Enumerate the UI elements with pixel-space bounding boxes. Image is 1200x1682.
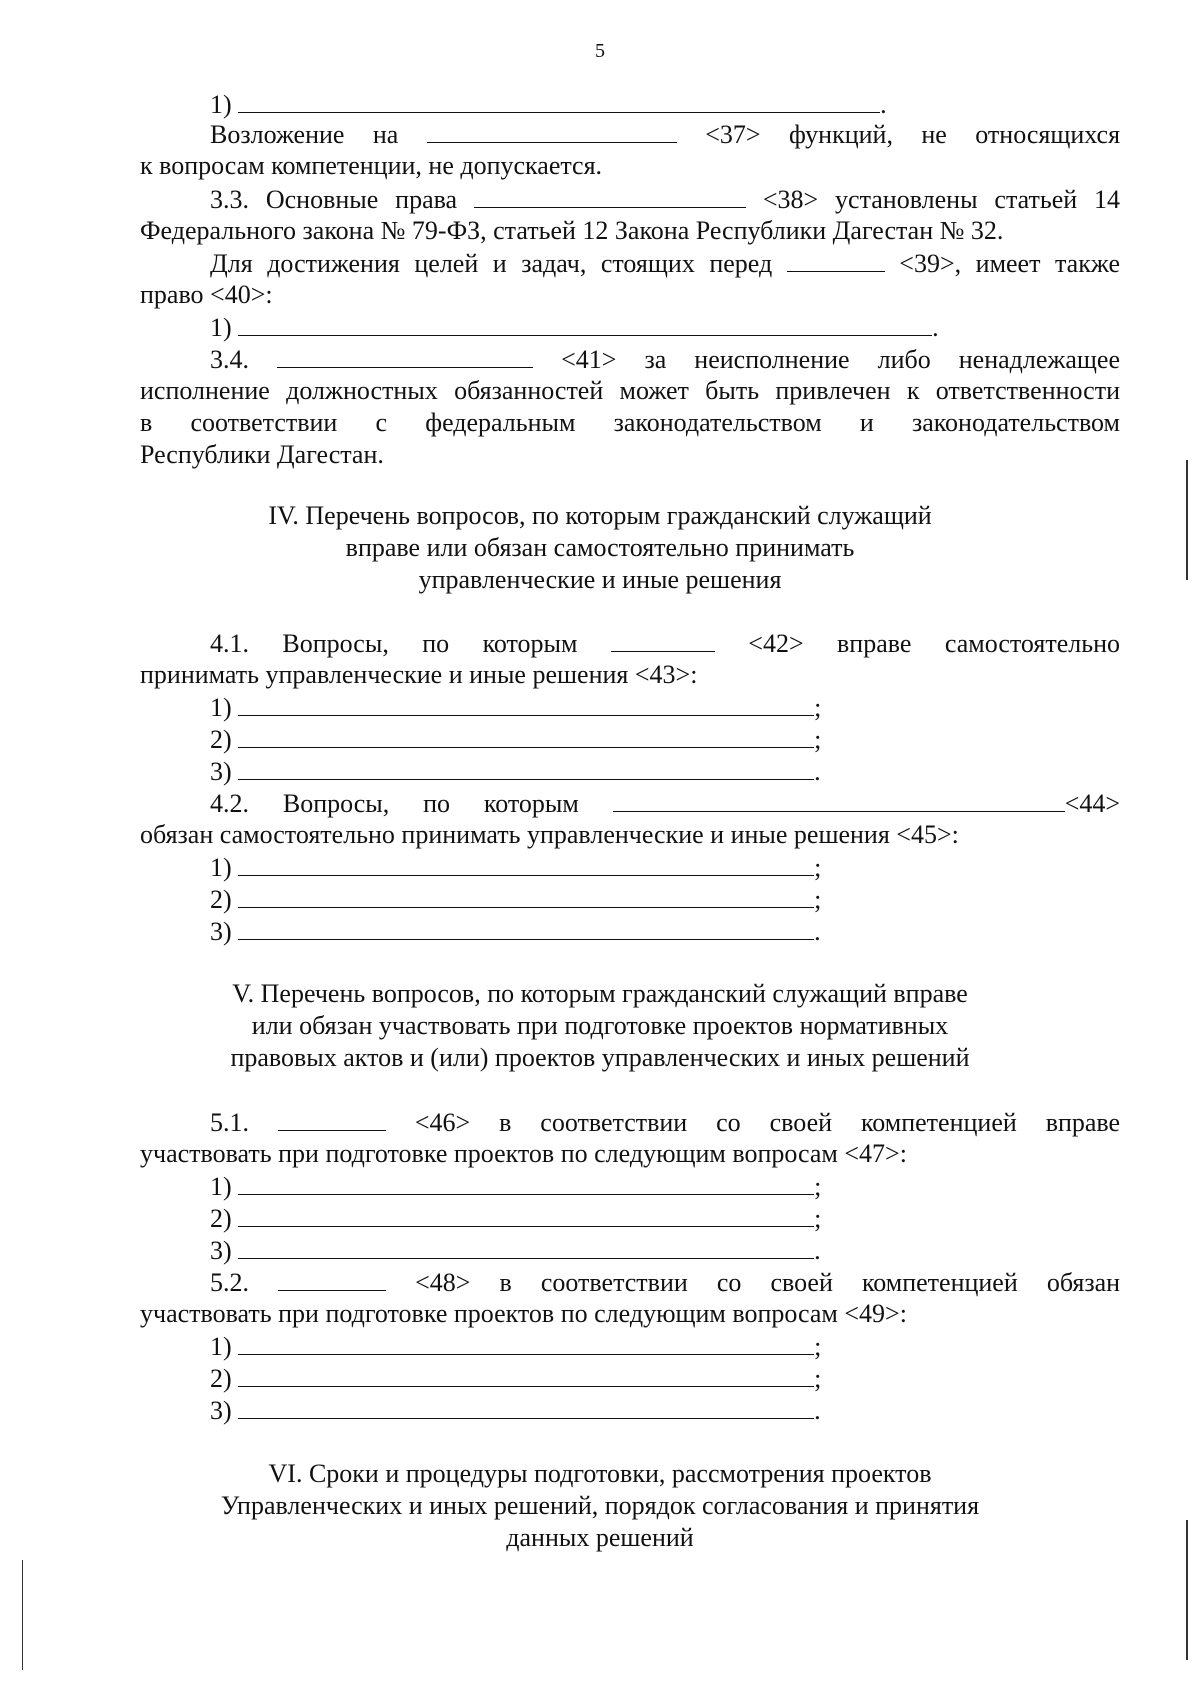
section-heading: или обязан участвовать при подготовке проектов нормативных — [251, 1011, 949, 1040]
punctuation: ; — [814, 1332, 822, 1361]
punctuation: . — [814, 757, 821, 786]
punctuation: ; — [814, 885, 822, 914]
list-number: 1) — [210, 1332, 232, 1361]
section-heading: управленческие и иные решения — [418, 565, 782, 594]
list-item — [210, 88, 887, 121]
punctuation: . — [880, 90, 887, 119]
word: и — [859, 408, 874, 437]
list-item — [210, 691, 821, 724]
section-heading: вправе или обязан самостоятельно принимать — [345, 533, 855, 562]
punctuation: . — [814, 917, 821, 946]
blank-line — [238, 311, 932, 336]
word: которым — [483, 789, 579, 818]
list-number: 2) — [210, 885, 232, 914]
list-number: 2) — [210, 1204, 232, 1233]
text: 3.3. Основные права — [210, 185, 458, 214]
section-heading: VI. Сроки и процедуры подготовки, рассмотрения проектов — [268, 1459, 932, 1488]
word: вправе — [1045, 1108, 1121, 1137]
punctuation: ; — [814, 1364, 822, 1393]
word: самостоятельно — [944, 629, 1121, 658]
word: федеральным — [425, 408, 576, 437]
word: в — [499, 1268, 512, 1297]
paragraph-line — [210, 343, 1120, 376]
blank-line — [238, 1394, 814, 1419]
word: по — [422, 629, 450, 658]
blank-line — [238, 851, 814, 876]
blank-line — [238, 1170, 814, 1195]
word: Возложение — [210, 120, 345, 149]
footnote-ref: <46> — [414, 1108, 471, 1137]
word: на — [372, 120, 399, 149]
paragraph-line — [210, 787, 1120, 820]
list-number: 2) — [210, 1364, 232, 1393]
list-number: 1) — [210, 1172, 232, 1201]
word: функций, — [788, 120, 893, 149]
punctuation: . — [814, 1236, 821, 1265]
list-item — [210, 851, 821, 884]
word: со — [716, 1268, 742, 1297]
text: Для достижения целей и задач, стоящих перед — [210, 249, 773, 278]
word: компетенцией — [860, 1108, 1017, 1137]
paragraph-line — [210, 1106, 1120, 1139]
blank-line — [277, 343, 533, 368]
list-number: 1) — [210, 693, 232, 722]
list-item — [210, 755, 821, 788]
text: <38> установлены статьей 14 — [762, 185, 1121, 214]
word: вправе — [837, 629, 912, 658]
punctuation: . — [814, 1396, 821, 1425]
word: которым — [482, 629, 578, 658]
section-number: 5.2. — [210, 1268, 249, 1297]
word: по — [423, 789, 451, 818]
footnote-ref: <48> — [415, 1268, 471, 1297]
list-number: 1) — [210, 313, 232, 342]
section-number: 4.1. — [210, 629, 249, 658]
word: в — [140, 408, 153, 437]
word: соответствии — [540, 1268, 688, 1297]
word: компетенцией — [861, 1268, 1018, 1297]
word: с — [375, 408, 388, 437]
list-item — [210, 1394, 821, 1427]
list-number: 3) — [210, 1396, 232, 1425]
list-number: 2) — [210, 725, 232, 754]
paragraph-line: Республики Дагестан. — [140, 440, 384, 469]
paragraph-line — [210, 183, 1120, 216]
list-item — [210, 1330, 821, 1363]
paragraph-line — [210, 1266, 1120, 1299]
list-number: 3) — [210, 757, 232, 786]
list-item — [210, 1234, 821, 1267]
section-heading: V. Перечень вопросов, по которым гражданский служащий вправе — [232, 979, 968, 1008]
word: не — [921, 120, 947, 149]
word: соответствии — [540, 1108, 688, 1137]
footnote-ref: <42> — [748, 629, 804, 658]
section-heading: Управленческих и иных решений, порядок согласования и принятия — [220, 1491, 980, 1520]
paragraph-line: к вопросам компетенции, не допускается. — [140, 151, 603, 180]
section-number: 5.1. — [210, 1108, 249, 1137]
scan-artifact — [1186, 1520, 1188, 1660]
section-heading: IV. Перечень вопросов, по которым гражданский служащий — [268, 501, 932, 530]
blank-line — [238, 691, 814, 716]
paragraph-line: принимать управленческие и иные решения <43>: — [140, 660, 698, 689]
text: <39>, имеет также — [899, 249, 1121, 278]
paragraph-line: право <40>: — [140, 280, 273, 309]
text: <41> за неисполнение либо ненадлежащее — [561, 345, 1121, 374]
blank-line — [278, 1266, 386, 1291]
list-item — [210, 883, 821, 916]
word: Вопросы, — [282, 789, 390, 818]
word: обязан — [1046, 1268, 1121, 1297]
blank-line — [238, 755, 814, 780]
blank-line — [611, 627, 715, 652]
blank-line — [238, 1362, 814, 1387]
blank-line — [238, 1202, 814, 1227]
list-item — [210, 1362, 821, 1395]
section-number: 3.4. — [210, 345, 249, 374]
list-number: 1) — [210, 90, 232, 119]
punctuation: ; — [814, 853, 822, 882]
footnote-ref: <44> — [1064, 789, 1121, 818]
punctuation: ; — [814, 725, 822, 754]
blank-line — [474, 183, 746, 208]
blank-line — [787, 247, 885, 272]
blank-line — [238, 88, 880, 113]
word: законодательством — [613, 408, 822, 437]
blank-line — [238, 723, 814, 748]
list-item — [210, 1202, 821, 1235]
word: своей — [769, 1108, 833, 1137]
paragraph-line: Федерального закона № 79-ФЗ, статьей 12 Закона Республики Дагестан № 32. — [140, 216, 1004, 245]
blank-line — [238, 915, 814, 940]
list-number: 3) — [210, 917, 232, 946]
word: в — [499, 1108, 512, 1137]
paragraph-line: участвовать при подготовке проектов по следующим вопросам <49>: — [140, 1299, 907, 1328]
paragraph-line — [140, 407, 1120, 439]
word: Вопросы, — [282, 629, 389, 658]
blank-line — [427, 118, 677, 143]
paragraph-line — [210, 118, 1120, 151]
list-item — [210, 915, 821, 948]
punctuation: ; — [814, 693, 822, 722]
list-item — [210, 311, 939, 344]
word: соответствии — [190, 408, 338, 437]
list-item — [210, 723, 821, 756]
blank-line — [238, 883, 814, 908]
footnote-ref: <37> — [705, 120, 761, 149]
list-number: 1) — [210, 853, 232, 882]
punctuation: . — [932, 313, 939, 342]
word: относящихся — [975, 120, 1121, 149]
section-heading: правовых актов и (или) проектов управленческих и иных решений — [230, 1043, 970, 1072]
word: законодательством — [911, 408, 1121, 437]
section-heading: данных решений — [506, 1523, 694, 1552]
blank-line — [278, 1106, 386, 1131]
paragraph-line — [210, 247, 1120, 280]
punctuation: ; — [814, 1172, 822, 1201]
blank-line — [613, 787, 1065, 812]
punctuation: ; — [814, 1204, 822, 1233]
paragraph-line: исполнение должностных обязанностей может быть привлечен к ответственности — [140, 376, 1120, 405]
page-number: 5 — [595, 40, 605, 62]
word: своей — [770, 1268, 833, 1297]
scan-artifact — [22, 1560, 23, 1670]
list-item — [210, 1170, 821, 1203]
list-number: 3) — [210, 1236, 232, 1265]
paragraph-line: обязан самостоятельно принимать управленческие и иные решения <45>: — [140, 820, 959, 849]
word: со — [716, 1108, 741, 1137]
paragraph-line: участвовать при подготовке проектов по следующим вопросам <47>: — [140, 1139, 907, 1168]
blank-line — [238, 1234, 814, 1259]
paragraph-line — [210, 627, 1120, 660]
scan-artifact — [1186, 460, 1188, 580]
section-number: 4.2. — [210, 789, 249, 818]
blank-line — [238, 1330, 814, 1355]
